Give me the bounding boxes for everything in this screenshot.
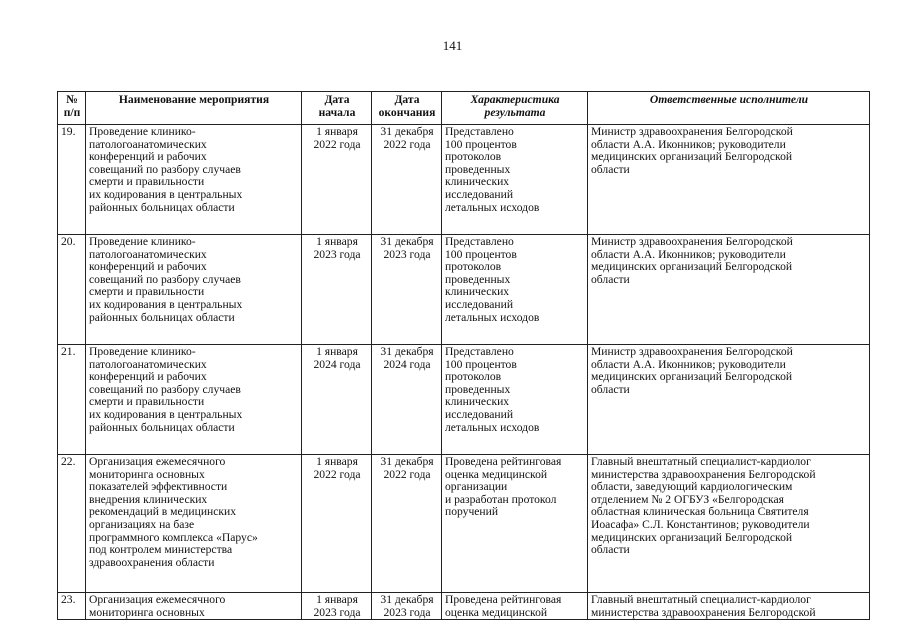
cell-line: Характеристика [470,93,560,106]
cell-line: Проведение клинико- [89,235,196,248]
header-name [86,92,302,125]
cell-line: клинических [445,285,510,299]
cell-num: 21. [58,345,86,455]
cell-start [302,125,372,235]
cell-line: Представлено [445,345,514,358]
table-row [58,125,870,235]
page-number: 141 [442,38,463,53]
cell-line: районных больницах области [89,200,235,214]
cell-line: 2024 года [383,357,431,371]
cell-line: Проведение клинико- [89,125,196,138]
cell-line: отделением № 2 ОГБУЗ «Белгородская [591,492,784,506]
cell-result [442,593,588,620]
cell-num: 22. [58,455,86,593]
cell-line: 2024 года [313,357,361,371]
cell-line: внедрения клинических [89,492,208,506]
cell-line: области [591,272,630,286]
cell-line: программного комплекса «Парус» [89,530,258,544]
cell-line: исследований [445,407,514,421]
table-row [58,345,870,455]
cell-line: Дата [394,93,420,106]
cell-line: 2023 года [383,605,431,619]
cell-responsible [588,455,870,593]
cell-line: организации [445,480,508,494]
cell-num: 20. [58,235,86,345]
cell-line: области [591,543,630,557]
cell-line: медицинских организаций Белгородской [591,150,793,164]
cell-line: областная клиническая больница Святителя [591,505,809,519]
cell-line: 2023 года [383,247,431,261]
cell-line: оценка медицинской [445,605,548,619]
cell-line: области А.А. Иконников; руководители [591,357,786,371]
cell-line: 100 процентов [445,357,517,371]
cell-line: Представлено [445,125,514,138]
cell-line: Проведена рейтинговая [445,455,562,468]
cell-line: совещаний по разбору случаев [89,382,241,396]
cell-line: показателей эффективности [89,480,228,494]
cell-num: 23. [58,593,86,620]
cell-line: области [591,162,630,176]
cell-line: Дата [324,93,350,106]
cell-line: 2022 года [313,137,361,151]
cell-line: 100 процентов [445,247,517,261]
cell-line: результата [484,105,546,119]
cell-line: 2022 года [313,467,361,481]
cell-line: области А.А. Иконников; руководители [591,137,786,151]
cell-responsible [588,235,870,345]
cell-line: 2022 года [383,137,431,151]
cell-line: № [66,93,78,106]
cell-line: клинических [445,175,510,189]
cell-line: районных больницах области [89,310,235,324]
cell-start [302,455,372,593]
cell-line: летальных исходов [445,420,540,434]
cell-line: конференций и рабочих [89,150,207,164]
cell-line: 1 января [316,455,358,468]
cell-line: патологоанатомических [89,247,207,261]
cell-line: Организация ежемесячного [89,593,226,606]
cell-name [86,125,302,235]
cell-line: мониторинга основных [89,467,205,481]
cell-line: здравоохранения области [89,555,215,569]
cell-line: 31 декабря [380,125,434,138]
cell-end [372,235,442,345]
cell-end [372,125,442,235]
cell-line: смерти и правильности [89,175,205,189]
cell-line: 31 декабря [380,345,434,358]
cell-line: Проведение клинико- [89,345,196,358]
cell-line: медицинских организаций Белгородской [591,530,793,544]
cell-line: поручений [445,505,499,519]
cell-line: 31 декабря [380,455,434,468]
cell-line: 31 декабря [380,235,434,248]
cell-line: министерства здравоохранения Белгородской [591,605,816,619]
cell-line: 31 декабря [380,593,434,606]
cell-line: их кодирования в центральных [89,407,243,421]
cell-line: совещаний по разбору случаев [89,272,241,286]
cell-line: Ответственные исполнители [649,93,809,106]
cell-line: клинических [445,395,510,409]
header-num [58,92,86,125]
cell-line: Министр здравоохранения Белгородской [591,235,793,248]
cell-name [86,345,302,455]
events-table [57,91,870,620]
cell-line: конференций и рабочих [89,370,207,384]
header-start [302,92,372,125]
cell-line: 2023 года [313,605,361,619]
cell-responsible [588,125,870,235]
cell-line: проведенных [445,382,511,396]
cell-line: 2023 года [313,247,361,261]
cell-line: и разработан протокол [445,492,557,506]
cell-end [372,345,442,455]
cell-line: совещаний по разбору случаев [89,162,241,176]
cell-line: Министр здравоохранения Белгородской [591,345,793,358]
header-end [372,92,442,125]
cell-start [302,345,372,455]
cell-line: Иоасафа» С.Л. Константинов; руководители [591,517,810,531]
cell-line: летальных исходов [445,310,540,324]
cell-line: протоколов [445,260,502,274]
cell-line: п/п [63,105,81,119]
cell-line: летальных исходов [445,200,540,214]
cell-line: Министр здравоохранения Белгородской [591,125,793,138]
table-header-row [58,92,870,125]
cell-line: области А.А. Иконников; руководители [591,247,786,261]
cell-line: Главный внештатный специалист-кардиолог [591,455,811,468]
table-row [58,593,870,620]
cell-line: начала [318,105,356,119]
cell-line: Главный внештатный специалист-кардиолог [591,593,811,606]
cell-line: 1 января [316,235,358,248]
table-row [58,235,870,345]
cell-line: оценка медицинской [445,467,548,481]
cell-start [302,593,372,620]
cell-line: 2022 года [383,467,431,481]
cell-end [372,455,442,593]
cell-line: области, заведующий кардиологическим [591,480,793,494]
cell-line: рекомендаций в медицинских [89,505,237,519]
cell-result [442,235,588,345]
cell-line: Проведена рейтинговая [445,593,562,606]
cell-line: патологоанатомических [89,357,207,371]
cell-line: смерти и правильности [89,285,205,299]
cell-line: проведенных [445,162,511,176]
cell-name [86,235,302,345]
cell-line: Наименование мероприятия [118,93,270,106]
cell-line: районных больницах области [89,420,235,434]
cell-line: конференций и рабочих [89,260,207,274]
cell-responsible [588,345,870,455]
cell-line: протоколов [445,370,502,384]
cell-name [86,593,302,620]
cell-line: 1 января [316,593,358,606]
cell-line: под контролем министерства [89,543,233,557]
cell-start [302,235,372,345]
header-result [442,92,588,125]
cell-result [442,345,588,455]
cell-result [442,125,588,235]
cell-line: патологоанатомических [89,137,207,151]
cell-line: смерти и правильности [89,395,205,409]
cell-line: исследований [445,297,514,311]
cell-end [372,593,442,620]
cell-line: проведенных [445,272,511,286]
cell-line: окончания [378,105,436,119]
cell-line: их кодирования в центральных [89,187,243,201]
cell-result [442,455,588,593]
cell-num: 19. [58,125,86,235]
cell-line: организациях на базе [89,517,195,531]
cell-line: мониторинга основных [89,605,205,619]
cell-line: медицинских организаций Белгородской [591,260,793,274]
header-responsible [588,92,870,125]
cell-line: 1 января [316,345,358,358]
cell-responsible [588,593,870,620]
cell-line: медицинских организаций Белгородской [591,370,793,384]
cell-line: Представлено [445,235,514,248]
table-row [58,455,870,593]
cell-line: 100 процентов [445,137,517,151]
cell-line: исследований [445,187,514,201]
cell-line: министерства здравоохранения Белгородской [591,467,816,481]
cell-line: Организация ежемесячного [89,455,226,468]
cell-line: 1 января [316,125,358,138]
cell-name [86,455,302,593]
cell-line: области [591,382,630,396]
cell-line: их кодирования в центральных [89,297,243,311]
cell-line: протоколов [445,150,502,164]
